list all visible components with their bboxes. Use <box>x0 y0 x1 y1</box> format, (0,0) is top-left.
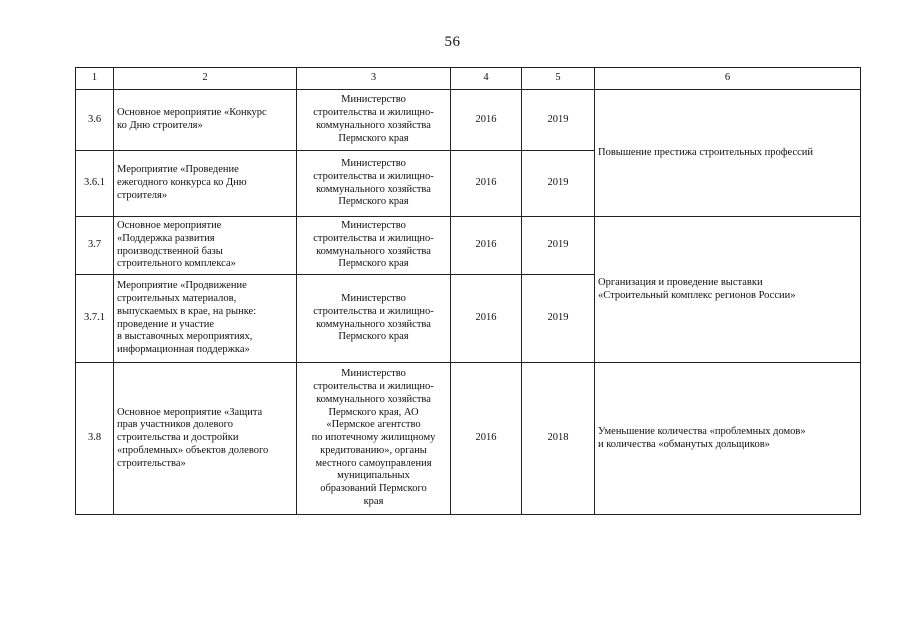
start-year: 2016 <box>451 217 522 275</box>
end-year: 2019 <box>522 151 595 217</box>
row-number: 3.7 <box>76 217 114 275</box>
executor: Министерство строительства и жилищно- коммунального хозяйства Пермского края <box>297 275 451 363</box>
header-cell-5: 5 <box>522 68 595 90</box>
start-year: 2016 <box>451 90 522 151</box>
table-row <box>76 217 861 275</box>
header-cell-6: 6 <box>595 68 861 90</box>
start-year: 2016 <box>451 363 522 515</box>
end-year: 2019 <box>522 275 595 363</box>
end-year: 2019 <box>522 217 595 275</box>
expected-result: Повышение престижа строительных профессий <box>595 90 861 217</box>
end-year: 2018 <box>522 363 595 515</box>
activity-name: Основное мероприятие «Конкурс ко Дню строителя» <box>114 90 297 151</box>
activity-name: Основное мероприятие «Защита прав участников долевого строительства и достройки «проблемных» объектов долевого строительства» <box>114 363 297 515</box>
row-number: 3.7.1 <box>76 275 114 363</box>
activity-name: Мероприятие «Проведение ежегодного конкурса ко Дню строителя» <box>114 151 297 217</box>
executor: Министерство строительства и жилищно- коммунального хозяйства Пермского края <box>297 90 451 151</box>
header-cell-2: 2 <box>114 68 297 90</box>
executor: Министерство строительства и жилищно- коммунального хозяйства Пермского края <box>297 151 451 217</box>
header-cell-1: 1 <box>76 68 114 90</box>
start-year: 2016 <box>451 151 522 217</box>
row-number: 3.8 <box>76 363 114 515</box>
row-number: 3.6.1 <box>76 151 114 217</box>
expected-result: Уменьшение количества «проблемных домов» и количества «обманутых дольщиков» <box>595 363 861 515</box>
table-row <box>76 363 861 515</box>
executor: Министерство строительства и жилищно- коммунального хозяйства Пермского края, АО «Пермское агентство по ипотечному жилищному кредитованию», органы местного самоуправления муниципальных образований Пермского края <box>297 363 451 515</box>
activity-name: Основное мероприятие «Поддержка развития производственной базы строительного комплекса» <box>114 217 297 275</box>
page-number: 56 <box>444 34 461 50</box>
activity-name: Мероприятие «Продвижение строительных материалов, выпускаемых в крае, на рынке: проведение и участие в выставочных мероприятиях, информационная поддержка» <box>114 275 297 363</box>
program-table <box>75 67 861 515</box>
row-number: 3.6 <box>76 90 114 151</box>
start-year: 2016 <box>451 275 522 363</box>
executor: Министерство строительства и жилищно- коммунального хозяйства Пермского края <box>297 217 451 275</box>
table-row <box>76 90 861 151</box>
header-cell-3: 3 <box>297 68 451 90</box>
header-row <box>76 68 861 90</box>
header-cell-4: 4 <box>451 68 522 90</box>
end-year: 2019 <box>522 90 595 151</box>
expected-result: Организация и проведение выставки «Строительный комплекс регионов России» <box>595 217 861 363</box>
